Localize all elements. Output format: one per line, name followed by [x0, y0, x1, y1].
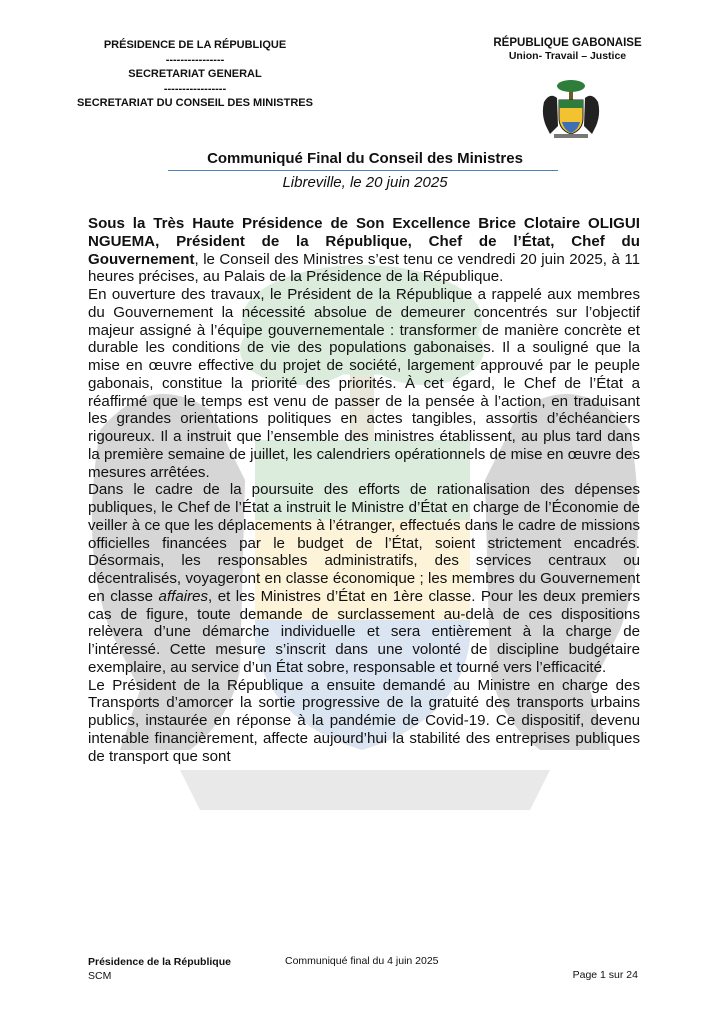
gabon-coat-of-arms-icon [540, 78, 602, 140]
travel-class-italic: affaires [158, 587, 209, 605]
paragraph-priorities: En ouverture des travaux, le Président de la République a rappelé aux membres du Gouvernement la nécessité absolue de demeurer concentrés sur l’objectif majeur assigné à l’équipe gouvernementale : transformer de manière concrète et durable les conditions de vie des populations gabonaises. Il a souligné que la mise en œuvre effective du projet de société, largement approuvé par le peuple gabonais, constitue la priorité des priorités. À cet égard, le Chef de l’État a réaffirmé que le temps est venu de passer de la pensée à l’action, en traduisant les grandes orientations politiques en actes tangibles, assortis d’échéanciers rigoureux. Il a instruit que l’ensemble des ministres établissent, au plus tard dans la première semaine de juillet, les calendriers opérationnels de mise en œuvre des mesures arrêtées. [88, 286, 640, 481]
authority-line-secretariat: SECRETARIAT GENERAL [128, 68, 262, 81]
paragraph-opening [88, 215, 640, 286]
issuing-authority-block [60, 38, 330, 111]
paragraph-opening-rest: , le Conseil des Ministres s’est tenu ce vendredi 20 juin 2025, à 11 heures précises, au Palais de la Présidence de la République. [88, 250, 640, 286]
footer-document-ref: Communiqué final du 4 juin 2025 [285, 955, 439, 967]
national-motto: Union- Travail – Justice [508, 50, 627, 62]
paragraph-transport: Le Président de la République a ensuite demandé au Ministre en charge des Transports d’amorcer la sortie progressive de la gratuité des transports urbains publics, instaurée en réponse à la pandémie de Covid-19. Ce dispositif, devenu intenable financièrement, affecte aujourd’hui la stabilité des entreprises publiques de transport que sont [88, 676, 640, 765]
country-block [480, 36, 655, 63]
authority-line-council: SECRETARIAT DU CONSEIL DES MINISTRES [77, 97, 313, 110]
title-underline [168, 170, 558, 171]
presidency-statement: Sous la Très Haute Présidence de Son Excellence Brice Clotaire OLIGUI NGUEMA, Président de la République, Chef de l’État, Chef du Gouvernement [88, 215, 640, 268]
authority-separator: ---------------- [165, 53, 225, 66]
country-name: RÉPUBLIQUE GABONAISE [493, 37, 642, 49]
footer-unit: SCM [88, 970, 112, 982]
communique-body [88, 215, 640, 765]
document-title: Communiqué Final du Conseil des Ministres [207, 150, 523, 167]
dateline: Libreville, le 20 juin 2025 [282, 174, 448, 191]
authority-line-presidency: PRÉSIDENCE DE LA RÉPUBLIQUE [103, 39, 287, 51]
travel-policy-text-cont: , et les Ministres d’État en 1ère classe. Pour les deux premiers cas de figure, toute demande de surclassement au-delà de ces dispositions relèvera d’une démarche individuelle et sera entièrement à la charge de l’intéressé. Cette mesure s’inscrit dans une volonté de discipline budgétaire exemplaire, au service d’un État sobre, responsable et tourné vers l’efficacité. [88, 587, 640, 676]
page-number: Page 1 sur 24 [572, 969, 638, 981]
travel-policy-text: Dans le cadre de la poursuite des efforts de rationalisation des dépenses publiques, le Chef de l’État a instruit le Ministre d’État en charge de l’Économie de veiller à ce que les déplacements à l’étranger, effectués dans le cadre de missions officielles financées par le budget de l’État, soient strictement encadrés. Désormais, les responsables administratifs, des services centraux ou décentralisés, voyageront en classe économique ; les membres du Gouvernement en classe [88, 481, 640, 605]
footer-organization: Présidence de la République [88, 956, 231, 968]
footer-left [88, 955, 231, 983]
paragraph-travel-policy [88, 481, 640, 676]
authority-separator: ----------------- [163, 82, 227, 95]
